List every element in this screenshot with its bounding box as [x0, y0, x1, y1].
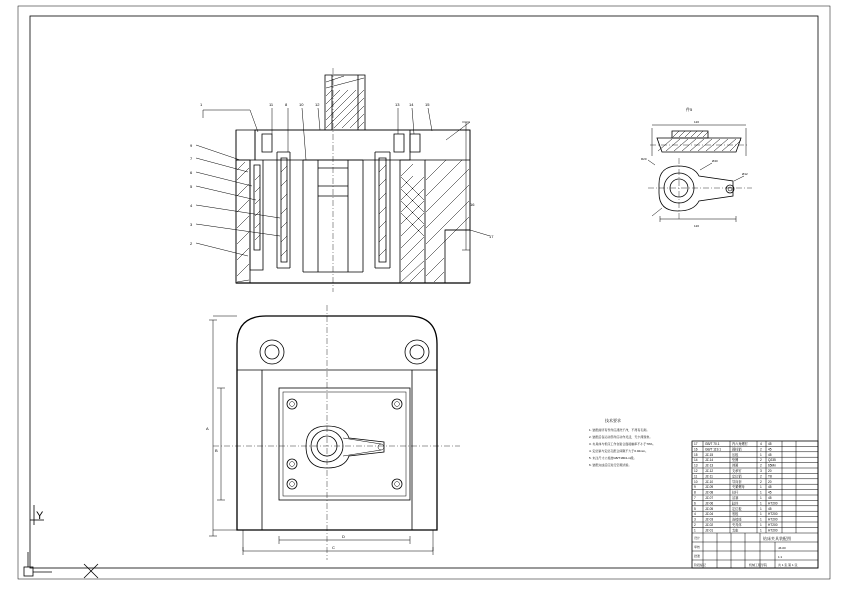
- bom-cell: 拉杆: [732, 490, 739, 495]
- bom-cell: 9: [694, 485, 696, 490]
- balloon-10: 10: [299, 102, 304, 107]
- bom-cell: HT200: [768, 523, 778, 527]
- sheet-inner-frame: [30, 16, 818, 568]
- detail-dim-d40: Ø40: [712, 159, 718, 163]
- bom-cell: GB/T 119.1: [705, 447, 722, 452]
- bom-cell: 65Mn: [768, 463, 776, 468]
- detail-view-label: 件5: [686, 107, 693, 112]
- bom-cell: 2: [760, 474, 762, 479]
- bom-cell: 底板: [732, 512, 739, 517]
- bom-cell: JZ-06: [705, 501, 714, 506]
- bom-cell: JZ-08: [705, 490, 714, 495]
- bom-cell: 导向套: [732, 479, 742, 484]
- bom-cell: 连接座: [732, 517, 742, 522]
- bom-cell: T8: [768, 474, 772, 479]
- detail-dim-overall: 120: [694, 224, 700, 228]
- bom-cell: 20: [768, 479, 772, 484]
- cursor-layer[interactable]: [24, 505, 98, 578]
- section-view: [190, 68, 494, 292]
- bom-cell: 夹紧螺母: [732, 485, 745, 490]
- bom-cell: 定位板: [732, 506, 742, 511]
- bom-cell: 6: [694, 501, 696, 506]
- plan-dim-a: A: [206, 426, 209, 431]
- plan-dim-d: D: [342, 534, 345, 539]
- bom-cell: JZ-04: [705, 512, 714, 517]
- bom-cell: 16: [694, 447, 698, 452]
- balloon-15: 15: [425, 102, 430, 107]
- detail-dim-width: 120: [694, 120, 700, 124]
- bom-cell: 4: [694, 512, 696, 517]
- bom-cell: 4: [760, 442, 762, 446]
- bom-cell: HT200: [768, 528, 778, 533]
- plan-dim-b: B: [215, 448, 218, 453]
- note-line-2: 2. 装配后各运动部件应动作灵活，无卡滞现象。: [589, 435, 653, 439]
- balloon-6: 6: [190, 170, 193, 175]
- bom-cell: 2: [760, 458, 762, 463]
- bom-cell: 2: [760, 479, 762, 484]
- bom-cell: 内六角螺钉: [732, 442, 748, 446]
- balloon-16: 16: [470, 202, 475, 207]
- bom-cell: 垫圈: [732, 458, 739, 463]
- bom-cell: 13: [694, 463, 698, 468]
- bom-cell: 1: [760, 512, 762, 517]
- bom-cell: 7: [694, 496, 696, 500]
- detail-dim-r20: R20: [641, 157, 647, 161]
- note-line-1: 1. 装配前所有零件应清洗干净，不得有毛刺。: [589, 428, 650, 432]
- note-line-5: 5. 未注尺寸公差按GB/T1804-m级。: [589, 456, 637, 460]
- detail-dim-d12: Ø12: [742, 172, 748, 176]
- bom-cell: 11: [694, 474, 698, 479]
- bom-cell: GB/T 70.1: [705, 442, 720, 446]
- bom-cell: 支承钉: [732, 469, 742, 473]
- balloon-7: 7: [190, 156, 193, 161]
- bom-cell: 1: [694, 528, 696, 533]
- bom-cell: 2: [760, 463, 762, 468]
- bom-cell: 1: [760, 506, 762, 511]
- bom-cell: 8: [694, 490, 696, 495]
- notes-heading: 技术要求: [605, 418, 621, 423]
- bom-cell: 弹簧: [732, 463, 739, 468]
- bom-cell: 压板: [732, 452, 739, 457]
- bom-cell: 1: [760, 528, 762, 533]
- bom-and-title-block: [692, 441, 818, 568]
- bom-cell: JZ-15: [705, 452, 714, 457]
- bom-cell: JZ-14: [705, 458, 714, 463]
- balloon-8: 8: [285, 102, 288, 107]
- bom-cell: 17: [694, 442, 698, 446]
- bom-cell: 活塞: [732, 496, 739, 500]
- bom-cell: 2: [694, 523, 696, 527]
- bom-cell: 45: [768, 496, 772, 500]
- bom-cell: 20: [768, 469, 772, 473]
- bom-cell: JZ-09: [705, 485, 714, 490]
- balloon-12: 12: [315, 102, 320, 107]
- bom-cell: JZ-13: [705, 463, 714, 468]
- bom-cell: 5: [694, 506, 696, 511]
- note-line-3: 3. 夹具体与机床工作台贴合面接触率不小于70%。: [589, 442, 656, 446]
- bom-cell: JZ-02: [705, 523, 714, 527]
- bom-cell: 12: [694, 469, 698, 473]
- title-scale: 1:1: [778, 555, 783, 559]
- detail-view: [641, 106, 752, 228]
- technical-notes: [589, 417, 655, 467]
- bom-cell: JZ-01: [705, 528, 714, 533]
- note-line-6: 6. 装配完成后应进行空载试验。: [589, 463, 632, 467]
- title-sheet: 共 1 张 第 1 张: [778, 563, 798, 567]
- bom-cell: 10: [694, 479, 698, 484]
- balloon-13: 13: [395, 102, 400, 107]
- bom-cell: 缸体: [732, 501, 739, 506]
- bom-cell: 3: [694, 517, 696, 522]
- bom-cell: HT200: [768, 517, 778, 522]
- bom-cell: 1: [760, 485, 762, 490]
- bom-cell: JZ-10: [705, 479, 714, 484]
- bom-cell: 1: [760, 496, 762, 500]
- balloon-14: 14: [409, 102, 414, 107]
- bom-cell: 夹具体: [732, 523, 742, 527]
- bom-cell: 支座: [732, 528, 739, 533]
- bom-cell: 45: [768, 490, 772, 495]
- bom-cell: 1: [760, 523, 762, 527]
- plan-dim-c: C: [332, 545, 335, 550]
- title-org: 机械工程学院: [749, 563, 768, 567]
- balloon-4: 4: [190, 203, 193, 208]
- bom-cell: JZ-05: [705, 506, 714, 511]
- ucs-y-label: Y: [36, 510, 44, 522]
- balloon-1: 1: [200, 102, 203, 107]
- balloon-11: 11: [269, 102, 274, 107]
- title-drawing-no: JZ-00: [778, 546, 786, 550]
- title-part-name: 钻床夹具装配图: [763, 536, 791, 541]
- bom-cell: HT200: [768, 512, 778, 517]
- note-line-4: 4. 定位销与定位孔配合间隙不大于0.02mm。: [589, 449, 649, 453]
- bom-cell: 1: [760, 490, 762, 495]
- bom-cell: 45: [768, 506, 772, 511]
- bom-cell: 定位销: [732, 474, 742, 479]
- balloon-5: 5: [190, 184, 193, 189]
- bom-cell: 45: [768, 447, 772, 452]
- bom-cell: 2: [760, 447, 762, 452]
- bom-cell: JZ-11: [705, 474, 713, 479]
- bom-cell: 1: [760, 501, 762, 506]
- title-design-label: 设计: [694, 536, 701, 540]
- bom-cell: 45: [768, 485, 772, 490]
- bom-cell: 3: [760, 469, 762, 473]
- bom-cell: Q235: [768, 458, 776, 463]
- bom-cell: JZ-07: [705, 496, 714, 500]
- bom-cell: JZ-12: [705, 469, 714, 473]
- bom-cell: 1: [760, 452, 762, 457]
- bom-cell: 圆柱销: [732, 447, 742, 452]
- bom-cell: 45: [768, 442, 772, 446]
- bom-cell: 14: [694, 458, 698, 463]
- bom-cell: 45: [768, 452, 772, 457]
- balloon-2: 2: [190, 241, 193, 246]
- title-approve-label: 批准: [694, 554, 701, 558]
- plan-view: [206, 305, 460, 560]
- balloon-9: 9: [190, 143, 193, 148]
- bom-cell: 1: [760, 517, 762, 522]
- balloon-3: 3: [190, 222, 193, 227]
- bom-cell: HT200: [768, 501, 778, 506]
- title-stage-label: 阶段标记: [694, 563, 707, 567]
- balloon-17: 17: [489, 234, 494, 239]
- bom-cell: JZ-03: [705, 517, 714, 522]
- bom-cell: 15: [694, 452, 698, 457]
- title-check-label: 审核: [694, 545, 701, 549]
